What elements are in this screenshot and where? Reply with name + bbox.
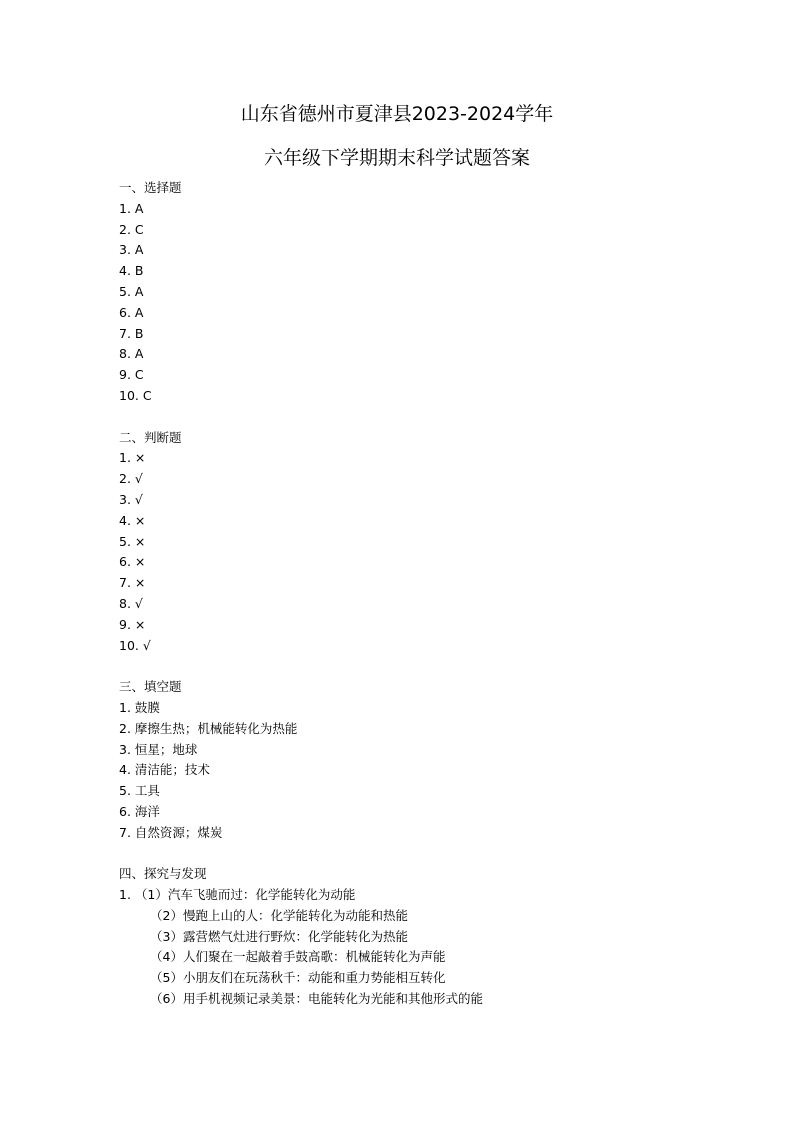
judgment-answer-4: 4. ×: [119, 512, 146, 528]
judgment-answer-7: 7. ×: [119, 575, 146, 591]
choice-answer-3: 3. A: [119, 242, 144, 258]
section-heading-fill-blank: 三、填空题: [119, 679, 182, 695]
judgment-answer-2: 2. √: [119, 471, 143, 487]
judgment-answer-9: 9. ×: [119, 616, 146, 632]
inquiry-answer-2: （2）慢跑上山的人：化学能转化为动能和热能: [150, 907, 408, 923]
fill-answer-3: 3. 恒星；地球: [119, 741, 198, 757]
fill-answer-1: 1. 鼓膜: [119, 699, 160, 715]
choice-answer-5: 5. A: [119, 283, 144, 299]
choice-answer-7: 7. B: [119, 325, 144, 341]
choice-answer-10: 10. C: [119, 387, 152, 403]
answer-content: [119, 178, 759, 1010]
choice-answer-2: 2. C: [119, 221, 144, 237]
document-title-line2: 六年级下学期期末科学试题答案: [263, 147, 530, 169]
section-spacer: [119, 656, 759, 677]
inquiry-answer-1: 1. （1）汽车飞驰而过：化学能转化为动能: [119, 887, 356, 903]
choice-answer-4: 4. B: [119, 263, 144, 279]
section-heading-inquiry: 四、探究与发现: [119, 866, 207, 882]
section-heading-judgment: 二、判断题: [119, 429, 182, 445]
section-spacer: [119, 844, 759, 865]
fill-answer-7: 7. 自然资源；煤炭: [119, 824, 223, 840]
judgment-answer-5: 5. ×: [119, 533, 146, 549]
fill-answer-6: 6. 海洋: [119, 803, 160, 819]
section-spacer: [119, 407, 759, 428]
section-heading-choice: 一、选择题: [119, 180, 182, 195]
judgment-answer-3: 3. √: [119, 491, 143, 507]
choice-answer-9: 9. C: [119, 367, 144, 383]
judgment-answer-6: 6. ×: [119, 554, 146, 570]
inquiry-answer-4: （4）人们聚在一起敲着手鼓高歌：机械能转化为声能: [150, 949, 446, 965]
fill-answer-4: 4. 清洁能；技术: [119, 762, 210, 778]
choice-answer-6: 6. A: [119, 304, 144, 320]
fill-answer-2: 2. 摩擦生热；机械能转化为热能: [119, 720, 298, 736]
document-title-line1: 山东省德州市夏津县2023-2024学年: [240, 103, 554, 125]
inquiry-answer-3: （3）露营燃气灶进行野炊：化学能转化为热能: [150, 928, 408, 944]
choice-answer-8: 8. A: [119, 346, 144, 362]
judgment-answer-1: 1. ×: [119, 450, 146, 466]
choice-answer-1: 1. A: [119, 200, 144, 216]
inquiry-answer-5: （5）小朋友们在玩荡秋千：动能和重力势能相互转化: [150, 970, 446, 986]
fill-answer-5: 5. 工具: [119, 783, 160, 799]
judgment-answer-8: 8. √: [119, 595, 143, 611]
inquiry-answer-6: （6）用手机视频记录美景：电能转化为光能和其他形式的能: [150, 991, 483, 1007]
judgment-answer-10: 10. √: [119, 637, 151, 653]
